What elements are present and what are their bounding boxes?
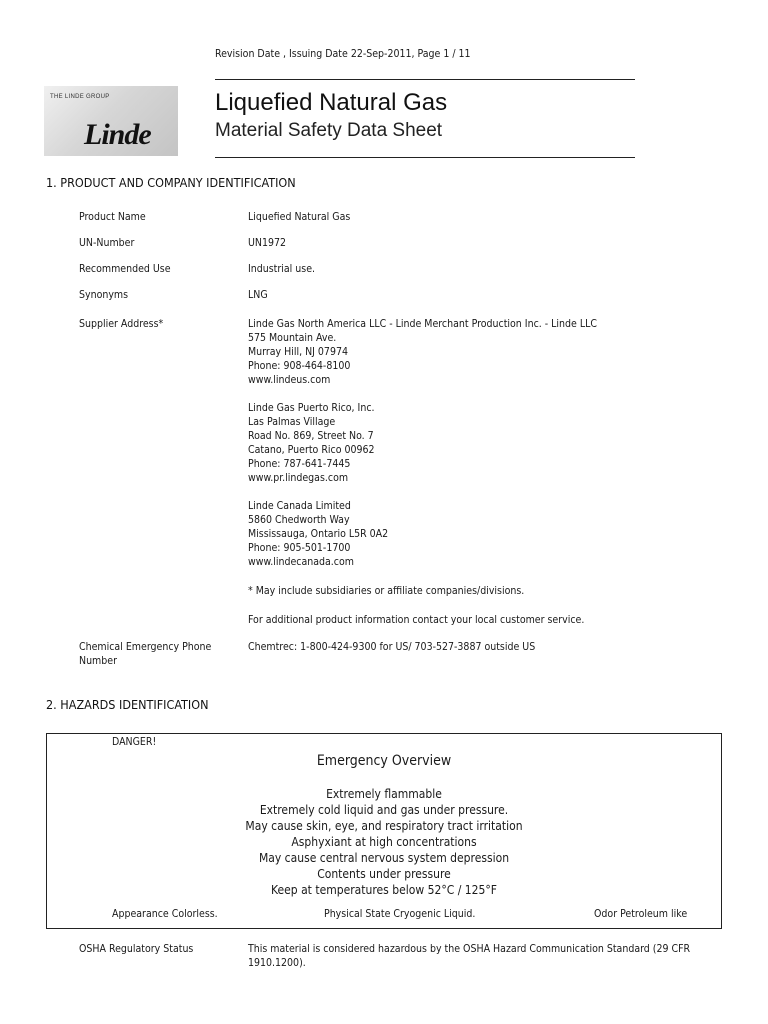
emergency-overview-title: Emergency Overview: [316, 753, 452, 769]
emergency-phone-label: [79, 640, 211, 668]
supplier-line: [248, 485, 597, 499]
logo-brand-text: Linde: [84, 118, 151, 151]
supplier-line: 5860 Chedworth Way: [248, 514, 350, 526]
hazard-statement: Contents under pressure: [317, 867, 451, 881]
hazard-statement: May cause skin, eye, and respiratory tract irritation: [245, 819, 523, 833]
logo-group-text: THE LINDE GROUP: [50, 94, 110, 100]
osha-status-line: 1910.1200).: [248, 957, 306, 969]
physical-state-field: Physical State Cryogenic Liquid.: [324, 908, 476, 920]
emergency-overview-box: [46, 733, 722, 929]
supplier-line: Phone: 908-464-8100: [248, 360, 351, 372]
linde-logo: [44, 86, 178, 156]
odor-field: Odor Petroleum like: [594, 908, 688, 920]
supplier-line: Catano, Puerto Rico 00962: [248, 444, 375, 456]
section-1-heading: 1. PRODUCT AND COMPANY IDENTIFICATION: [46, 175, 296, 190]
hazard-statements: [47, 786, 721, 898]
document-subtitle: Material Safety Data Sheet: [215, 120, 443, 141]
additional-info-note: For additional product information contact your local customer service.: [248, 614, 585, 626]
supplier-address-label: Supplier Address*: [79, 318, 164, 330]
product-name-label: Product Name: [79, 211, 146, 223]
supplier-line: Linde Gas North America LLC - Linde Merchant Production Inc. - Linde LLC: [248, 318, 597, 330]
supplier-line: Murray Hill, NJ 07974: [248, 346, 348, 358]
osha-status-value: [248, 942, 690, 970]
supplier-line: [248, 387, 597, 401]
synonyms-label: Synonyms: [79, 289, 129, 301]
document-title: Liquefied Natural Gas: [215, 89, 448, 116]
revision-line: Revision Date , Issuing Date 22-Sep-2011, Page 1 / 11: [215, 48, 471, 60]
hazard-statement: May cause central nervous system depression: [258, 851, 510, 865]
supplier-line: Road No. 869, Street No. 7: [248, 430, 374, 442]
supplier-line: Mississauga, Ontario L5R 0A2: [248, 528, 389, 540]
un-number-value: UN1972: [248, 237, 287, 249]
danger-signal-word: DANGER!: [112, 736, 157, 748]
osha-status-line: This material is considered hazardous by the OSHA Hazard Communication Standard (29 CFR: [248, 943, 691, 955]
hazard-statement: Keep at temperatures below 52°C / 125°F: [271, 883, 497, 897]
osha-status-label: OSHA Regulatory Status: [79, 943, 194, 955]
hazard-statement: Asphyxiant at high concentrations: [291, 835, 477, 849]
supplier-line: Phone: 787-641-7445: [248, 458, 351, 470]
subsidiaries-footnote: * May include subsidiaries or affiliate companies/divisions.: [248, 585, 525, 597]
product-name-value: Liquefied Natural Gas: [248, 211, 351, 223]
synonyms-value: LNG: [248, 289, 268, 301]
emergency-phone-label-line: Number: [79, 655, 117, 667]
emergency-phone-label-line: Chemical Emergency Phone: [79, 641, 212, 653]
supplier-link[interactable]: www.lindecanada.com: [248, 556, 354, 568]
un-number-label: UN-Number: [79, 237, 135, 249]
supplier-line: Phone: 905-501-1700: [248, 542, 351, 554]
supplier-line: Linde Gas Puerto Rico, Inc.: [248, 402, 375, 414]
emergency-phone-value: Chemtrec: 1-800-424-9300 for US/ 703-527-3887 outside US: [248, 641, 536, 653]
supplier-address-block: [248, 317, 597, 569]
supplier-line: 575 Mountain Ave.: [248, 332, 337, 344]
hazard-statement: Extremely flammable: [326, 787, 442, 801]
header-rule-top: [215, 79, 635, 80]
supplier-link[interactable]: www.lindeus.com: [248, 374, 331, 386]
supplier-line: Las Palmas Village: [248, 416, 336, 428]
header-rule-bottom: [215, 157, 635, 158]
recommended-use-label: Recommended Use: [79, 263, 171, 275]
hazard-statement: Extremely cold liquid and gas under pressure.: [259, 803, 509, 817]
recommended-use-value: Industrial use.: [248, 263, 316, 275]
supplier-link[interactable]: www.pr.lindegas.com: [248, 472, 349, 484]
section-2-heading: 2. HAZARDS IDENTIFICATION: [46, 697, 209, 712]
appearance-field: Appearance Colorless.: [112, 908, 218, 920]
supplier-line: Linde Canada Limited: [248, 500, 351, 512]
